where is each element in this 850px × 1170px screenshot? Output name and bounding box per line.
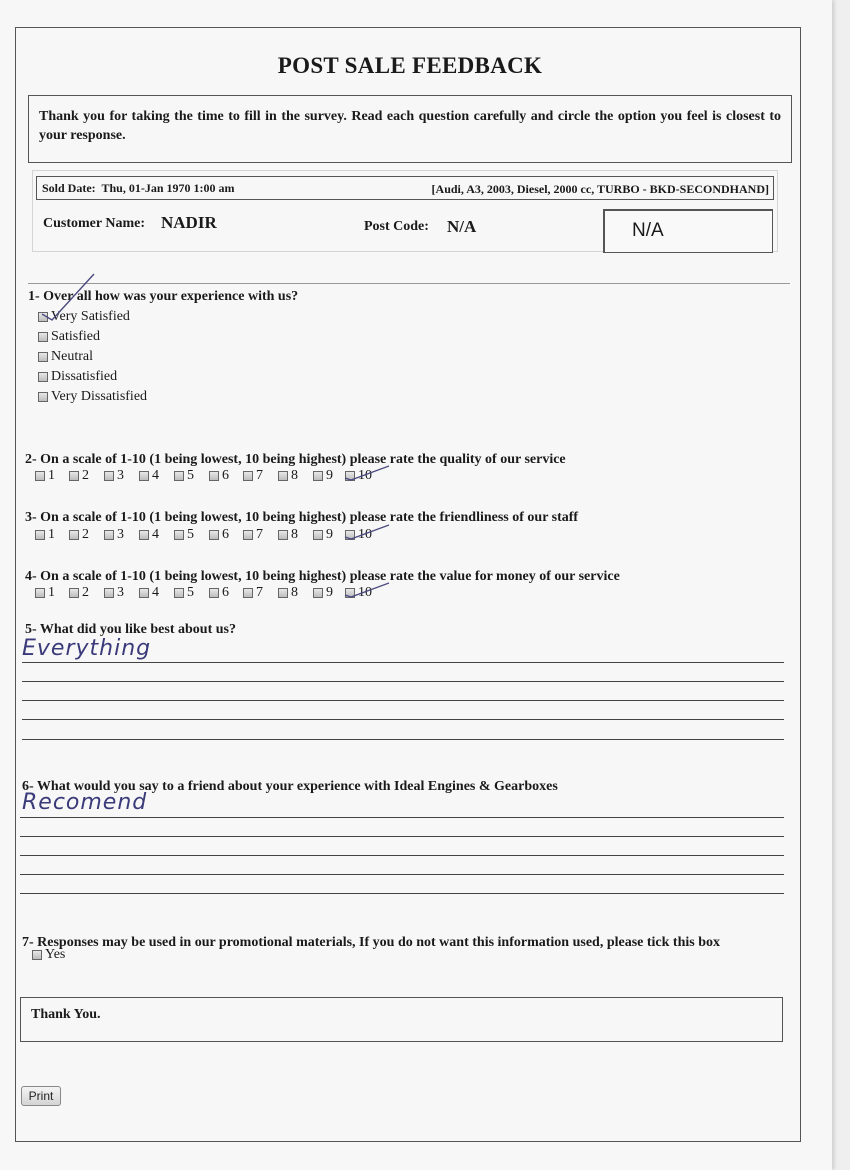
answer-line	[22, 739, 784, 740]
tick-mark-icon	[343, 517, 393, 541]
q3-option-9[interactable]: 9	[313, 527, 333, 543]
question-1: 1- Over all how was your experience with us?	[28, 289, 299, 304]
page-title: POST SALE FEEDBACK	[277, 53, 543, 78]
q6-handwritten-answer: Recomend	[22, 790, 148, 815]
q2-option-9[interactable]: 9	[313, 468, 333, 484]
q4-option-1[interactable]: 1	[35, 585, 55, 601]
checkbox[interactable]	[243, 530, 253, 540]
checkbox[interactable]	[104, 471, 114, 481]
q3-option-8[interactable]: 8	[278, 527, 298, 543]
q4-option-2[interactable]: 2	[69, 585, 89, 601]
checkbox[interactable]	[35, 530, 45, 540]
checkbox[interactable]	[38, 372, 48, 382]
question-6: 6- What would you say to a friend about your experience with Ideal Engines & Gearboxes	[22, 779, 558, 794]
q2-option-10[interactable]: 10	[345, 468, 372, 484]
checkbox[interactable]	[278, 588, 288, 598]
checkbox[interactable]	[209, 471, 219, 481]
answer-line	[22, 681, 784, 682]
checkbox[interactable]	[313, 588, 323, 598]
answer-line	[22, 719, 784, 720]
q4-option-9[interactable]: 9	[313, 585, 333, 601]
checkbox[interactable]	[174, 588, 184, 598]
q1-option-dissatisfied[interactable]: Dissatisfied	[38, 369, 117, 385]
checkbox[interactable]	[278, 471, 288, 481]
q1-option-very-satisfied[interactable]: Very Satisfied	[38, 309, 130, 325]
q4-option-8[interactable]: 8	[278, 585, 298, 601]
checkbox[interactable]	[313, 530, 323, 540]
checkbox[interactable]	[104, 588, 114, 598]
checkbox[interactable]	[139, 471, 149, 481]
question-2: 2- On a scale of 1-10 (1 being lowest, 10 being highest) please rate the quality of our service	[25, 452, 566, 467]
q2-option-1[interactable]: 1	[35, 468, 55, 484]
q2-option-3[interactable]: 3	[104, 468, 124, 484]
checkbox[interactable]	[209, 588, 219, 598]
answer-line	[20, 893, 784, 894]
checkbox[interactable]	[243, 588, 253, 598]
checkbox[interactable]	[38, 332, 48, 342]
checkbox[interactable]	[174, 530, 184, 540]
checkbox[interactable]	[313, 471, 323, 481]
sold-date-value: Thu, 01-Jan 1970 1:00 am	[101, 181, 235, 195]
q4-option-10[interactable]: 10	[345, 585, 372, 601]
q1-option-neutral[interactable]: Neutral	[38, 349, 93, 365]
q4-option-6[interactable]: 6	[209, 585, 229, 601]
q4-option-3[interactable]: 3	[104, 585, 124, 601]
post-code-label: Post Code:	[364, 219, 429, 234]
checkbox[interactable]	[69, 588, 79, 598]
q3-option-4[interactable]: 4	[139, 527, 159, 543]
q3-option-7[interactable]: 7	[243, 527, 263, 543]
question-3: 3- On a scale of 1-10 (1 being lowest, 10 being highest) please rate the friendliness of our staff	[25, 510, 579, 525]
q2-option-2[interactable]: 2	[69, 468, 89, 484]
customer-name-value: NADIR	[161, 213, 217, 232]
tick-mark-icon	[38, 272, 98, 322]
checkbox[interactable]	[243, 471, 253, 481]
checkbox[interactable]	[32, 950, 42, 960]
q3-option-2[interactable]: 2	[69, 527, 89, 543]
sold-date-row	[36, 176, 774, 200]
q2-option-8[interactable]: 8	[278, 468, 298, 484]
answer-line	[22, 700, 784, 701]
question-4: 4- On a scale of 1-10 (1 being lowest, 10 being highest) please rate the value for money of our service	[25, 569, 620, 584]
vehicle-details: [Audi, A3, 2003, Diesel, 2000 cc, TURBO - BKD-SECONDHAND]	[431, 182, 769, 196]
q2-option-7[interactable]: 7	[243, 468, 263, 484]
sold-date-label: Sold Date:	[42, 181, 96, 195]
print-button[interactable]: Print	[21, 1086, 61, 1106]
q3-option-10[interactable]: 10	[345, 527, 372, 543]
q3-option-5[interactable]: 5	[174, 527, 194, 543]
checkbox[interactable]	[209, 530, 219, 540]
q3-option-1[interactable]: 1	[35, 527, 55, 543]
post-code-value: N/A	[447, 217, 477, 236]
q2-option-4[interactable]: 4	[139, 468, 159, 484]
tick-mark-icon	[343, 458, 393, 482]
checkbox[interactable]	[139, 588, 149, 598]
checkbox[interactable]	[174, 471, 184, 481]
section-divider	[28, 283, 790, 284]
post-code-field[interactable]: N/A	[603, 209, 773, 253]
checkbox[interactable]	[38, 392, 48, 402]
answer-line	[20, 874, 784, 875]
q7-option-yes[interactable]: Yes	[32, 947, 65, 963]
checkbox[interactable]	[69, 471, 79, 481]
checkbox[interactable]	[35, 471, 45, 481]
q2-option-5[interactable]: 5	[174, 468, 194, 484]
answer-line	[20, 817, 784, 818]
q3-option-6[interactable]: 6	[209, 527, 229, 543]
intro-text: Thank you for taking the time to fill in the survey. Read each question carefully and circle the option you feel is closest to your response.	[28, 95, 792, 163]
q4-option-7[interactable]: 7	[243, 585, 263, 601]
q1-option-very-dissatisfied[interactable]: Very Dissatisfied	[38, 389, 147, 405]
tick-mark-icon	[343, 575, 393, 599]
q1-option-satisfied[interactable]: Satisfied	[38, 329, 100, 345]
answer-line	[20, 855, 784, 856]
q4-option-5[interactable]: 5	[174, 585, 194, 601]
q2-option-6[interactable]: 6	[209, 468, 229, 484]
q5-handwritten-answer: Everything	[22, 636, 152, 661]
customer-name-label: Customer Name:	[43, 216, 145, 231]
checkbox[interactable]	[38, 352, 48, 362]
q3-option-3[interactable]: 3	[104, 527, 124, 543]
question-7: 7- Responses may be used in our promotional materials, If you do not want this information used, please tick this box	[22, 935, 720, 950]
checkbox[interactable]	[139, 530, 149, 540]
q4-option-4[interactable]: 4	[139, 585, 159, 601]
answer-line	[20, 836, 784, 837]
checkbox[interactable]	[69, 530, 79, 540]
checkbox[interactable]	[104, 530, 114, 540]
answer-line	[22, 662, 784, 663]
thank-you-box: Thank You.	[20, 997, 783, 1042]
checkbox[interactable]	[278, 530, 288, 540]
checkbox[interactable]	[35, 588, 45, 598]
question-5: 5- What did you like best about us?	[25, 622, 236, 637]
